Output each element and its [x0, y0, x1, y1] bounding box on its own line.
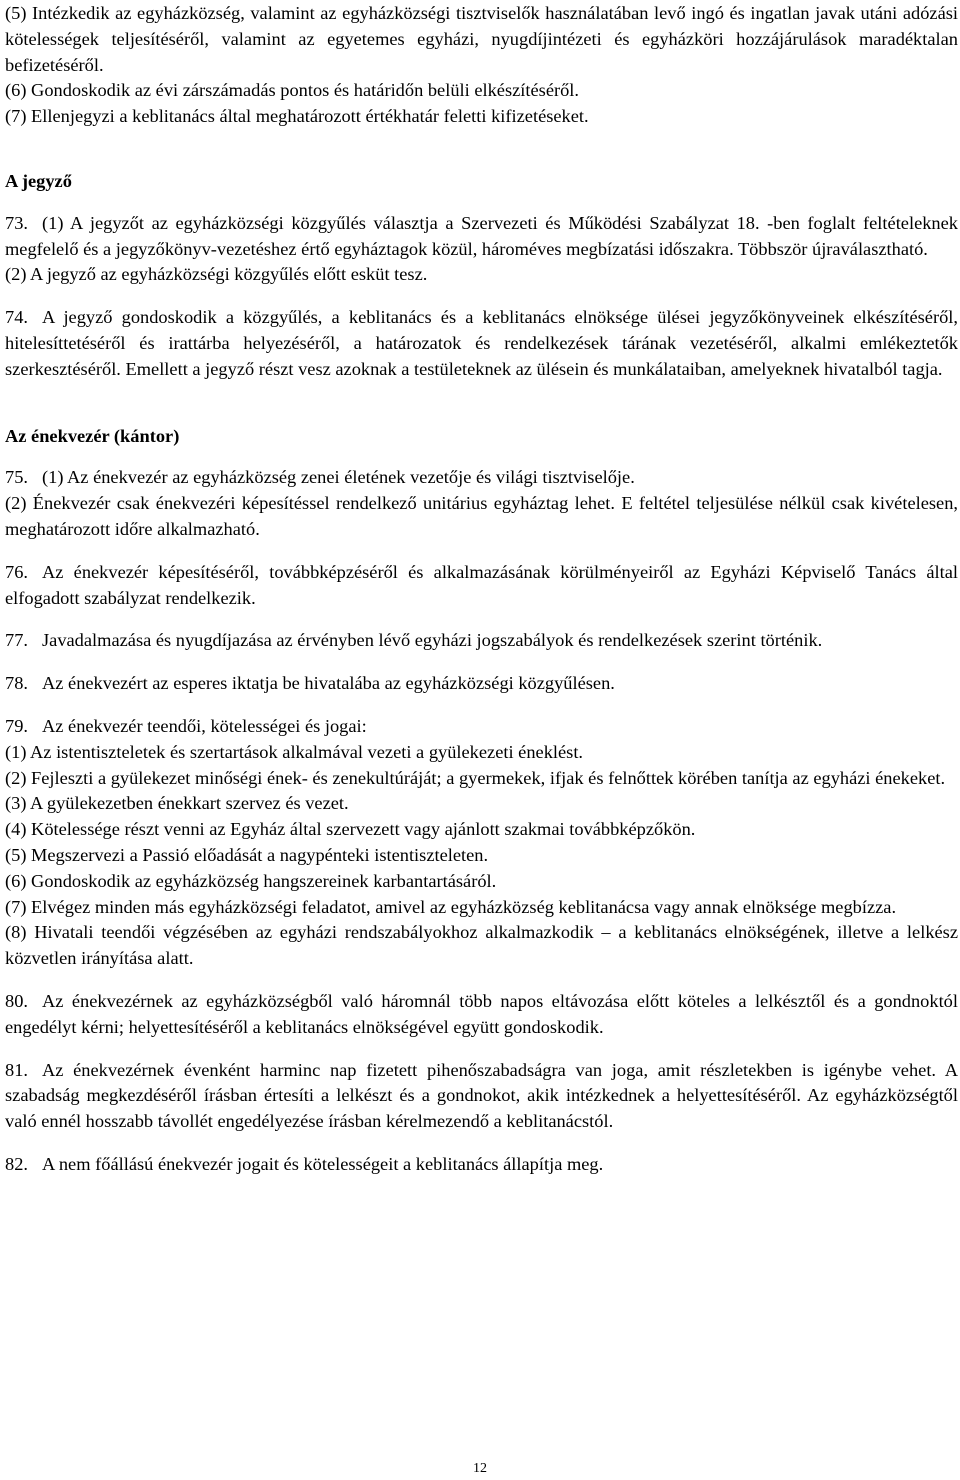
article-79-item-5: (5) Megszervezi a Passió előadását a nagypénteki istentiszteleten. [5, 844, 489, 865]
article-76-text: Az énekvezér képesítéséről, továbbképzéséről és alkalmazásának körülményeiről az Egyházi Képviselő Tanács által elfogadott szabályzat rendelkezik. [5, 561, 958, 608]
article-82-text: A nem főállású énekvezér jogait és kötelességeit a keblitanács állapítja meg. [42, 1153, 604, 1174]
article-79-item-2: (2) Fejleszti a gyülekezet minőségi ének- és zenekultúráját; a gyermekek, ifjak és felnőttek körében tanítja az egyházi énekeket. [5, 767, 946, 788]
spacer [5, 654, 958, 671]
article-number: 75. [5, 467, 28, 488]
article-79-item-4: (4) Kötelessége részt venni az Egyház által szervezett vagy ajánlott szakmai továbbképzőkön. [5, 819, 696, 840]
paragraph-7: (7) Ellenjegyzi a keblitanács által meghatározott értékhatár feletti kifizetéseket. [5, 106, 589, 127]
spacer [5, 288, 958, 305]
paragraph-6: (6) Gondoskodik az évi zárszámadás pontos és határidőn belüli elkészítéséről. [5, 80, 580, 101]
spacer [5, 1041, 958, 1058]
page-number: 12 [473, 1461, 487, 1476]
spacer [5, 1135, 958, 1152]
article-number: 77. [5, 630, 28, 651]
article-79-item-8: (8) Hivatali teendői végzésében az egyházi rendszabályokhoz alkalmazkodik – a keblitanács elnökségének, illetve a lelkész közvetlen irányítása alatt. [5, 922, 958, 969]
article-77 [5, 628, 958, 654]
article-79-item-1: (1) Az istentiszteletek és szertartások alkalmával vezeti a gyülekezeti éneklést. [5, 741, 584, 762]
article-73-text: (1) A jegyzőt az egyházközségi közgyűlés választja a Szervezeti és Működési Szabályzat 18. -ben foglalt feltételeknek megfelelő és a jegyzőkönyv-vezetéshez értő egyháztagok közül, hároméves megbízatási időszakra. Többször újraválasztható. [5, 212, 958, 259]
article-79-intro [5, 714, 958, 740]
section-heading-jegyzo: A jegyző [5, 170, 72, 191]
article-number: 81. [5, 1059, 28, 1080]
article-number: 80. [5, 990, 28, 1011]
article-79-item-6: (6) Gondoskodik az egyházközség hangszereinek karbantartásáról. [5, 870, 497, 891]
article-number: 76. [5, 561, 28, 582]
article-number: 78. [5, 673, 28, 694]
spacer [5, 449, 958, 465]
article-82 [5, 1152, 958, 1178]
article-78 [5, 671, 958, 697]
article-number: 73. [5, 212, 28, 233]
article-78-text: Az énekvezért az esperes iktatja be hivatalába az egyházközségi közgyűlésen. [42, 673, 615, 694]
spacer [5, 195, 958, 211]
spacer [5, 130, 958, 169]
document-body [5, 1, 958, 1178]
article-73-line-2: (2) A jegyző az egyházközségi közgyűlés előtt esküt tesz. [5, 264, 428, 285]
spacer [5, 697, 958, 714]
spacer [5, 543, 958, 560]
article-75-line-1 [5, 465, 958, 491]
article-77-text: Javadalmazása és nyugdíjazása az érvényben lévő egyházi jogszabályok és rendelkezések szerint történik. [42, 630, 823, 651]
article-number: 74. [5, 307, 28, 328]
article-79-intro-text: Az énekvezér teendői, kötelességei és jogai: [42, 715, 367, 736]
article-80 [5, 989, 958, 1041]
spacer [5, 383, 958, 424]
section-heading-enekvezer: Az énekvezér (kántor) [5, 425, 180, 446]
article-74 [5, 305, 958, 382]
article-80-text: Az énekvezérnek az egyházközségből való háromnál több napos eltávozása előtt köteles a lelkésztől és a gondnoktól engedélyt kérni; helyettesítéséről a keblitanács elnökségével együtt gondoskodik. [5, 990, 958, 1037]
article-81 [5, 1058, 958, 1135]
spacer [5, 611, 958, 628]
article-74-text: A jegyző gondoskodik a közgyűlés, a keblitanács és a keblitanács elnöksége ülései jegyzőkönyveinek elkészítéséről, hitelesíttetéséről és irattárba helyezéséről, a határozatok és rendelkezések tárának vezetéséről, alkalmi emlékeztetők szerkesztéséről. Emellett a jegyző részt vesz azoknak a testületeknek az ülésein és munkálataiban, amelyeknek hivatalból tagja. [5, 307, 958, 379]
paragraph-5: (5) Intézkedik az egyházközség, valamint az egyházközségi tisztviselők használatában levő ingó és ingatlan javak utáni adózási kötelességek teljesítéséről, valamint az egyetemes egyházi, nyugdíjintézeti és egyházköri hozzájárulások maradéktalan befizetéséről. [5, 3, 958, 75]
article-75-line-2: (2) Énekvezér csak énekvezéri képesítéssel rendelkező unitárius egyháztag lehet. E feltétel teljesülése nélkül csak kivételesen, meghatározott időre alkalmazható. [5, 493, 958, 539]
article-number: 79. [5, 715, 28, 736]
article-number: 82. [5, 1153, 28, 1174]
article-75-text: (1) Az énekvezér az egyházközség zenei életének vezetője és világi tisztviselője. [42, 467, 635, 488]
spacer [5, 972, 958, 989]
article-81-text: Az énekvezérnek évenként harminc nap fizetett pihenőszabadságra van joga, amit részletekben is igénybe vehet. A szabadság megkezdéséről írásban értesíti a lelkészt és a gondnokot, akik intézkednek a helyettesítéséről. Az egyházközségtől való ennél hosszabb távollét engedélyezése írásban kérelmezendő a keblitanácstól. [5, 1059, 958, 1132]
article-76 [5, 560, 958, 612]
article-73-line-1 [5, 211, 958, 263]
article-79-item-7: (7) Elvégez minden más egyházközségi feladatot, amivel az egyházközség keblitanácsa vagy annak elnöksége megbízza. [5, 896, 897, 917]
article-79-item-3: (3) A gyülekezetben énekkart szervez és vezet. [5, 793, 349, 814]
